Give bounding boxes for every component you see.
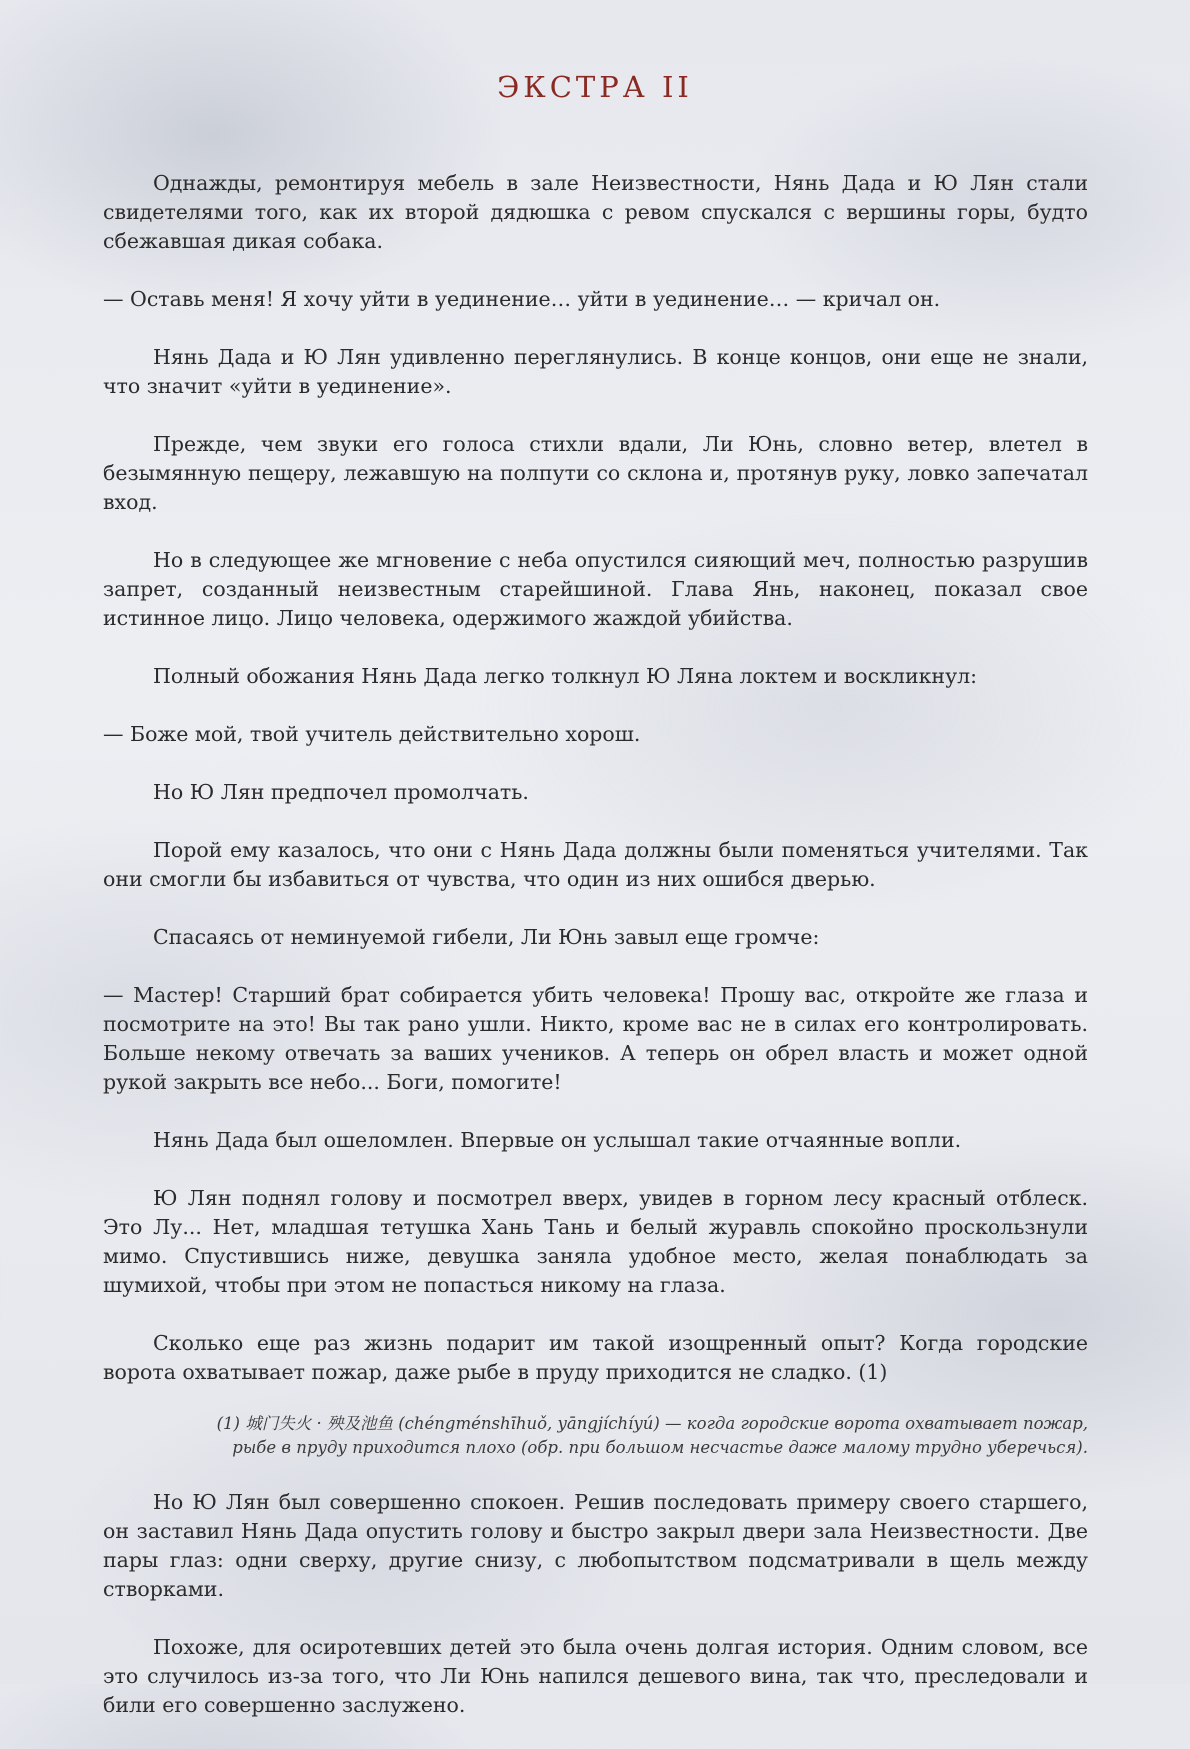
footnote (103, 1412, 1088, 1460)
dialogue-line: — Боже мой, твой учитель действительно хорош. (103, 722, 641, 746)
paragraph: Но в следующее же мгновение с неба опустился сияющий меч, полностью разрушив запрет, созданный неизвестным старейшиной. Глава Янь, наконец, показал свое истинное лицо. Лицо человека, одержимого жаждой убийства. (103, 548, 1088, 630)
footnote-line: (1) 城门失火 · 殃及池鱼 (chéngménshīhuǒ, yāngjíchíyú) — когда городские ворота охватывает пожар, (216, 1414, 1088, 1433)
footnote-line: рыбе в пруду приходится плохо (обр. при большом несчастье даже малому трудно уберечься). (232, 1438, 1088, 1457)
dialogue-line: — Оставь меня! Я хочу уйти в уединение… уйти в уединение… — кричал он. (103, 287, 941, 311)
paragraph: Похоже, для осиротевших детей это была очень долгая история. Одним словом, все это случилось из-за того, что Ли Юнь напился дешевого вина, так что, преследовали и били его совершенно заслужено. (103, 1635, 1088, 1717)
paragraph: Но Ю Лян предпочел промолчать. (153, 780, 529, 804)
paragraph: Спасаясь от неминуемой гибели, Ли Юнь завыл еще громче: (153, 925, 820, 949)
chapter-title: ЭКСТРА II (497, 70, 693, 104)
paragraph: Но Ю Лян был совершенно спокоен. Решив последовать примеру своего старшего, он заставил Нянь Дада опустить голову и быстро закрыл двери зала Неизвестности. Две пары глаз: одни сверху, другие снизу, с любопытством подсматривали в щель между створками. (103, 1490, 1088, 1601)
paragraph: Порой ему казалось, что они с Нянь Дада должны были поменяться учителями. Так они смогли бы избавиться от чувства, что один из них ошибся дверью. (103, 838, 1088, 891)
paragraph: Сколько еще раз жизнь подарит им такой изощренный опыт? Когда городские ворота охватывает пожар, даже рыбе в пруду приходится не сладко. (1) (103, 1331, 1088, 1384)
paragraph: Нянь Дада и Ю Лян удивленно переглянулись. В конце концов, они еще не знали, что значит «уйти в уединение». (103, 345, 1088, 398)
text-body (103, 169, 1088, 1749)
paragraph: Полный обожания Нянь Дада легко толкнул Ю Ляна локтем и воскликнул: (153, 664, 978, 688)
paragraph: Нянь Дада был ошеломлен. Впервые он услышал такие отчаянные вопли. (153, 1128, 962, 1152)
dialogue-line: — Мастер! Старший брат собирается убить человека! Прошу вас, откройте же глаза и посмотрите на это! Вы так рано ушли. Никто, кроме вас не в силах его контролировать. Больше некому отвечать за ваших учеников. А теперь он обрел власть и может одной рукой закрыть все небо... Боги, помогите! (103, 983, 1088, 1094)
paragraph: Ю Лян поднял голову и посмотрел вверх, увидев в горном лесу красный отблеск. Это Лу... Нет, младшая тетушка Хань Тань и белый журавль спокойно проскользнули мимо. Спустившись ниже, девушка заняла удобное место, желая понаблюдать за шумихой, чтобы при этом не попасться никому на глаза. (103, 1186, 1088, 1297)
paragraph: Однажды, ремонтируя мебель в зале Неизвестности, Нянь Дада и Ю Лян стали свидетелями того, как их второй дядюшка с ревом спускался с вершины горы, будто сбежавшая дикая собака. (103, 171, 1088, 253)
paragraph: Прежде, чем звуки его голоса стихли вдали, Ли Юнь, словно ветер, влетел в безымянную пещеру, лежавшую на полпути со склона и, протянув руку, ловко запечатал вход. (103, 432, 1088, 514)
